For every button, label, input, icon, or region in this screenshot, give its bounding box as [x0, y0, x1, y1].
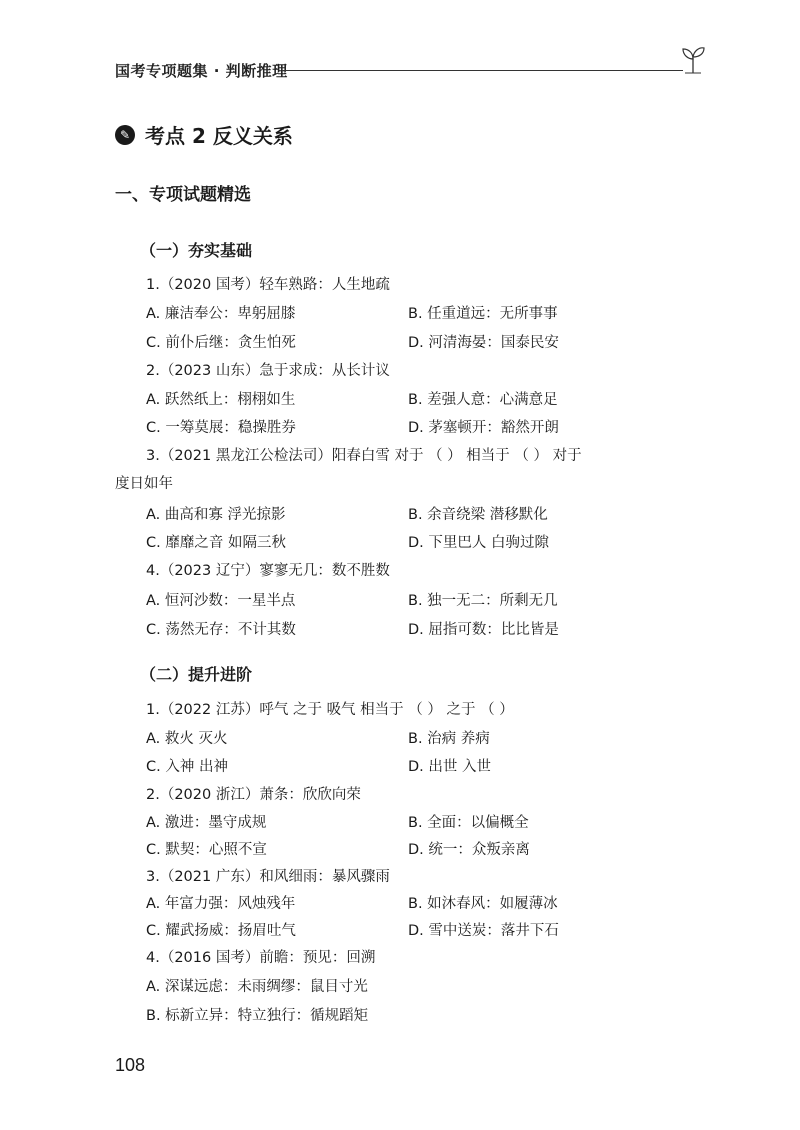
option-b: B. 全面：以偏概全 [408, 815, 529, 831]
option-a: A. 深谋远虑：未雨绸缪：鼠目寸光 [146, 979, 368, 995]
page-number: 108 [115, 1055, 146, 1075]
question-stem: 4.（2016 国考）前瞻：预见：回溯 [146, 950, 376, 966]
subsection-heading: 一、专项试题精选 [115, 185, 251, 205]
header-rule [283, 70, 683, 71]
option-d: D. 出世 入世 [408, 759, 491, 775]
section-heading [115, 120, 293, 149]
option-b: B. 任重道远：无所事事 [408, 306, 558, 322]
option-a: A. 跃然纸上：栩栩如生 [146, 392, 296, 408]
option-a: A. 恒河沙数：一星半点 [146, 593, 296, 609]
question-stem: 2.（2020 浙江）萧条：欣欣向荣 [146, 787, 361, 803]
option-a: A. 曲高和寡 浮光掠影 [146, 507, 286, 523]
question-stem: 3.（2021 黑龙江公检法司）阳春白雪 对于 （ ） 相当于 （ ） 对于 [146, 448, 582, 464]
option-a: A. 廉洁奉公：卑躬屈膝 [146, 306, 296, 322]
option-b: B. 治病 养病 [408, 731, 490, 747]
option-c: C. 靡靡之音 如隔三秋 [146, 535, 286, 551]
question-stem: 1.（2020 国考）轻车熟路：人生地疏 [146, 277, 390, 293]
option-b: B. 标新立异：特立独行：循规蹈矩 [146, 1008, 369, 1024]
question-stem-continuation: 度日如年 [115, 476, 173, 492]
option-c: C. 一筹莫展：稳操胜券 [146, 420, 296, 436]
option-b: B. 独一无二：所剩无几 [408, 593, 558, 609]
option-c: C. 默契：心照不宣 [146, 842, 267, 858]
option-b: B. 差强人意：心满意足 [408, 392, 558, 408]
section-title: 考点 2 反义关系 [145, 124, 293, 148]
option-b: B. 如沐春风：如履薄冰 [408, 896, 558, 912]
option-d: D. 统一：众叛亲离 [408, 842, 530, 858]
option-a: A. 救火 灭火 [146, 731, 228, 747]
option-d: D. 下里巴人 白驹过隙 [408, 535, 549, 551]
part-heading-2: （二）提升进阶 [140, 665, 253, 684]
question-stem: 1.（2022 江苏）呼气 之于 吸气 相当于 （ ） 之于 （ ） [146, 702, 514, 718]
option-d: D. 屈指可数：比比皆是 [408, 622, 559, 638]
running-header-title: 国考专项题集 · 判断推理 [115, 62, 288, 80]
option-c: C. 荡然无存：不计其数 [146, 622, 296, 638]
option-a: A. 年富力强：风烛残年 [146, 896, 296, 912]
option-b: B. 余音绕梁 潜移默化 [408, 507, 548, 523]
option-c: C. 前仆后继：贪生怕死 [146, 335, 296, 351]
sprout-icon [680, 44, 706, 74]
question-stem: 3.（2021 广东）和风细雨：暴风骤雨 [146, 869, 390, 885]
option-d: D. 茅塞顿开：豁然开朗 [408, 420, 559, 436]
question-stem: 4.（2023 辽宁）寥寥无几：数不胜数 [146, 563, 390, 579]
option-d: D. 雪中送炭：落井下石 [408, 923, 559, 939]
question-stem: 2.（2023 山东）急于求成：从长计议 [146, 363, 390, 379]
option-c: C. 耀武扬威：扬眉吐气 [146, 923, 296, 939]
option-d: D. 河清海晏：国泰民安 [408, 335, 559, 351]
compass-icon: ✎ [115, 125, 135, 145]
option-a: A. 激进：墨守成规 [146, 815, 267, 831]
option-c: C. 入神 出神 [146, 759, 228, 775]
part-heading-1: （一）夯实基础 [140, 241, 253, 260]
